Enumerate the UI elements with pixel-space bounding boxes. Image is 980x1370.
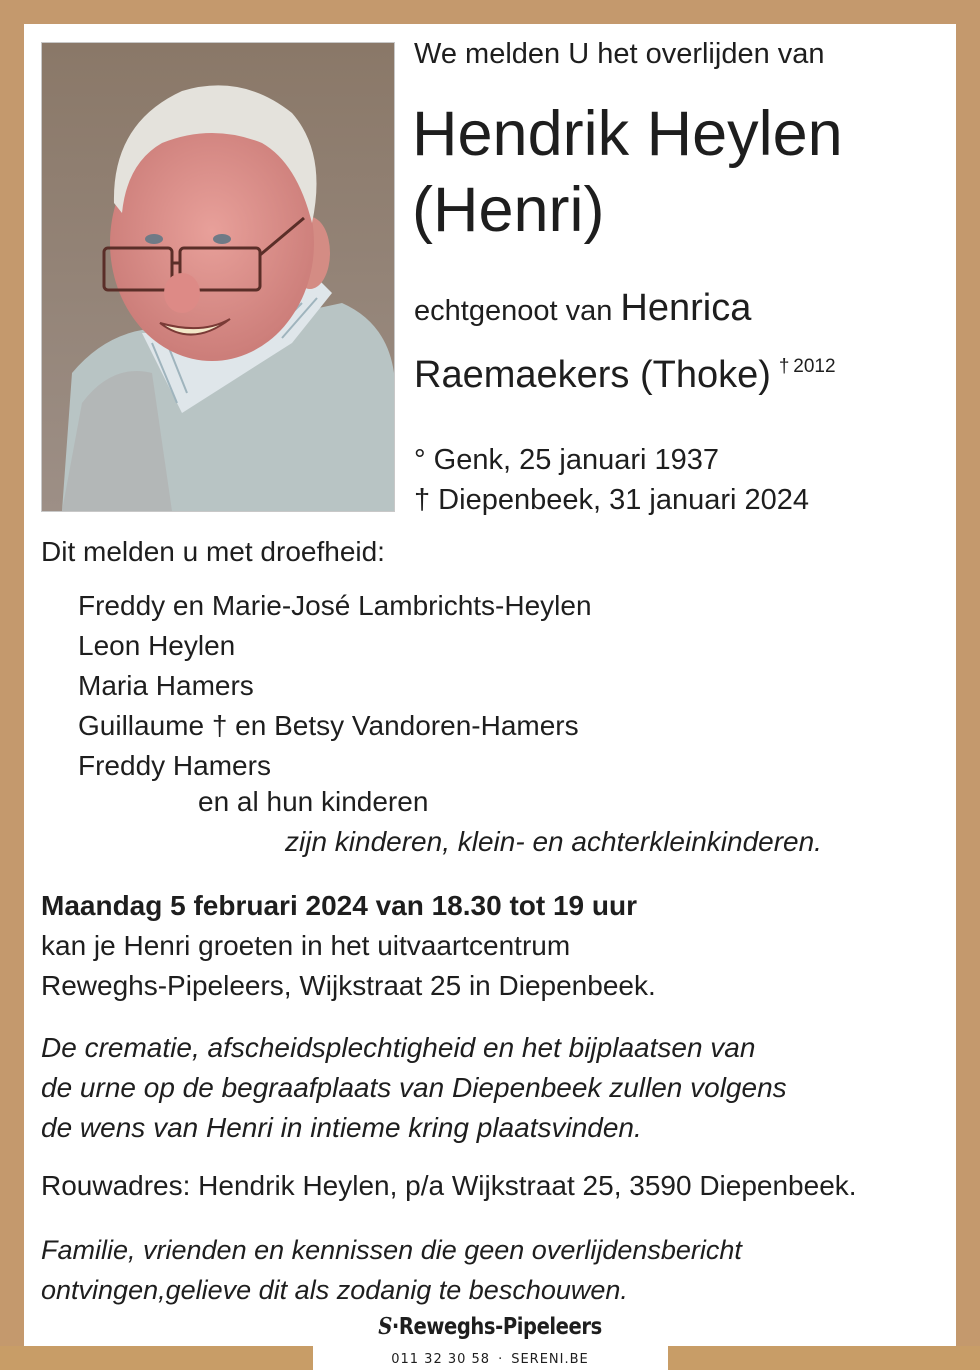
ceremony-line1: De crematie, afscheidsplechtigheid en het bijplaatsen van bbox=[41, 1032, 756, 1063]
spouse-info bbox=[414, 280, 836, 406]
list-item: Freddy en Marie-José Lambrichts-Heylen bbox=[78, 590, 592, 621]
list-item: Guillaume † en Betsy Vandoren-Hamers bbox=[78, 710, 579, 741]
life-dates bbox=[414, 440, 809, 520]
death-date: † Diepenbeek, 31 januari 2024 bbox=[414, 484, 810, 516]
frame-border-right bbox=[956, 0, 980, 1370]
website-link[interactable]: SERENI.BE bbox=[511, 1352, 589, 1367]
ceremony-info bbox=[41, 1028, 787, 1148]
frame-border-top bbox=[0, 0, 980, 24]
list-item: Leon Heylen bbox=[78, 630, 236, 661]
logo-name: Reweghs-Pipeleers bbox=[398, 1314, 602, 1340]
birth-date: ° Genk, 25 januari 1937 bbox=[414, 444, 720, 476]
portrait-photo bbox=[41, 42, 395, 512]
notice-line2: ontvingen,gelieve dit als zodanig te beschouwen. bbox=[41, 1275, 628, 1305]
logo-mark-icon: S bbox=[378, 1313, 392, 1340]
separator: · bbox=[498, 1352, 504, 1367]
logo-dot: · bbox=[391, 1314, 399, 1340]
phone-number: 011 32 30 58 bbox=[391, 1352, 491, 1367]
funeral-home-contact bbox=[0, 1352, 980, 1367]
visitation-line3: Reweghs-Pipeleers, Wijkstraat 25 in Diepenbeek. bbox=[41, 970, 656, 1001]
funeral-home-logo bbox=[74, 1313, 907, 1340]
children-line: en al hun kinderen bbox=[198, 786, 429, 817]
spouse-prefix: echtgenoot van bbox=[414, 295, 613, 327]
visitation-datetime: Maandag 5 februari 2024 van 18.30 tot 19 uur bbox=[41, 890, 638, 921]
notice-line1: Familie, vrienden en kennissen die geen overlijdensbericht bbox=[41, 1235, 742, 1265]
spouse-death-note bbox=[779, 356, 836, 377]
mourners-title: Dit melden u met droefheid: bbox=[41, 536, 385, 567]
notice-text bbox=[41, 1230, 742, 1310]
intro-text: We melden U het overlijden van bbox=[414, 38, 825, 70]
spouse-name-last: Raemaekers (Thoke) bbox=[414, 354, 771, 396]
visitation-line2: kan je Henri groeten in het uitvaartcentrum bbox=[41, 930, 571, 961]
deceased-nickname: (Henri) bbox=[412, 175, 605, 245]
portrait-image-icon bbox=[42, 43, 394, 511]
mourning-address: Rouwadres: Hendrik Heylen, p/a Wijkstraat 25, 3590 Diepenbeek. bbox=[41, 1170, 857, 1201]
grandchildren-line: zijn kinderen, klein- en achterkleinkinderen. bbox=[285, 826, 822, 857]
frame-border-left bbox=[0, 0, 24, 1370]
mourners-list bbox=[78, 586, 592, 786]
ceremony-line3: de wens van Henri in intieme kring plaatsvinden. bbox=[41, 1112, 642, 1143]
spouse-name-first: Henrica bbox=[620, 287, 752, 329]
ceremony-line2: de urne op de begraafplaats van Diepenbeek zullen volgens bbox=[41, 1072, 787, 1103]
spouse-death-year: 2012 bbox=[793, 356, 836, 377]
visitation-info bbox=[41, 886, 656, 1006]
list-item: Maria Hamers bbox=[78, 670, 254, 701]
dagger-icon: † bbox=[778, 356, 790, 377]
deceased-name-line1: Hendrik Heylen bbox=[412, 99, 843, 169]
list-item: Freddy Hamers bbox=[78, 750, 271, 781]
deceased-name bbox=[412, 96, 843, 248]
